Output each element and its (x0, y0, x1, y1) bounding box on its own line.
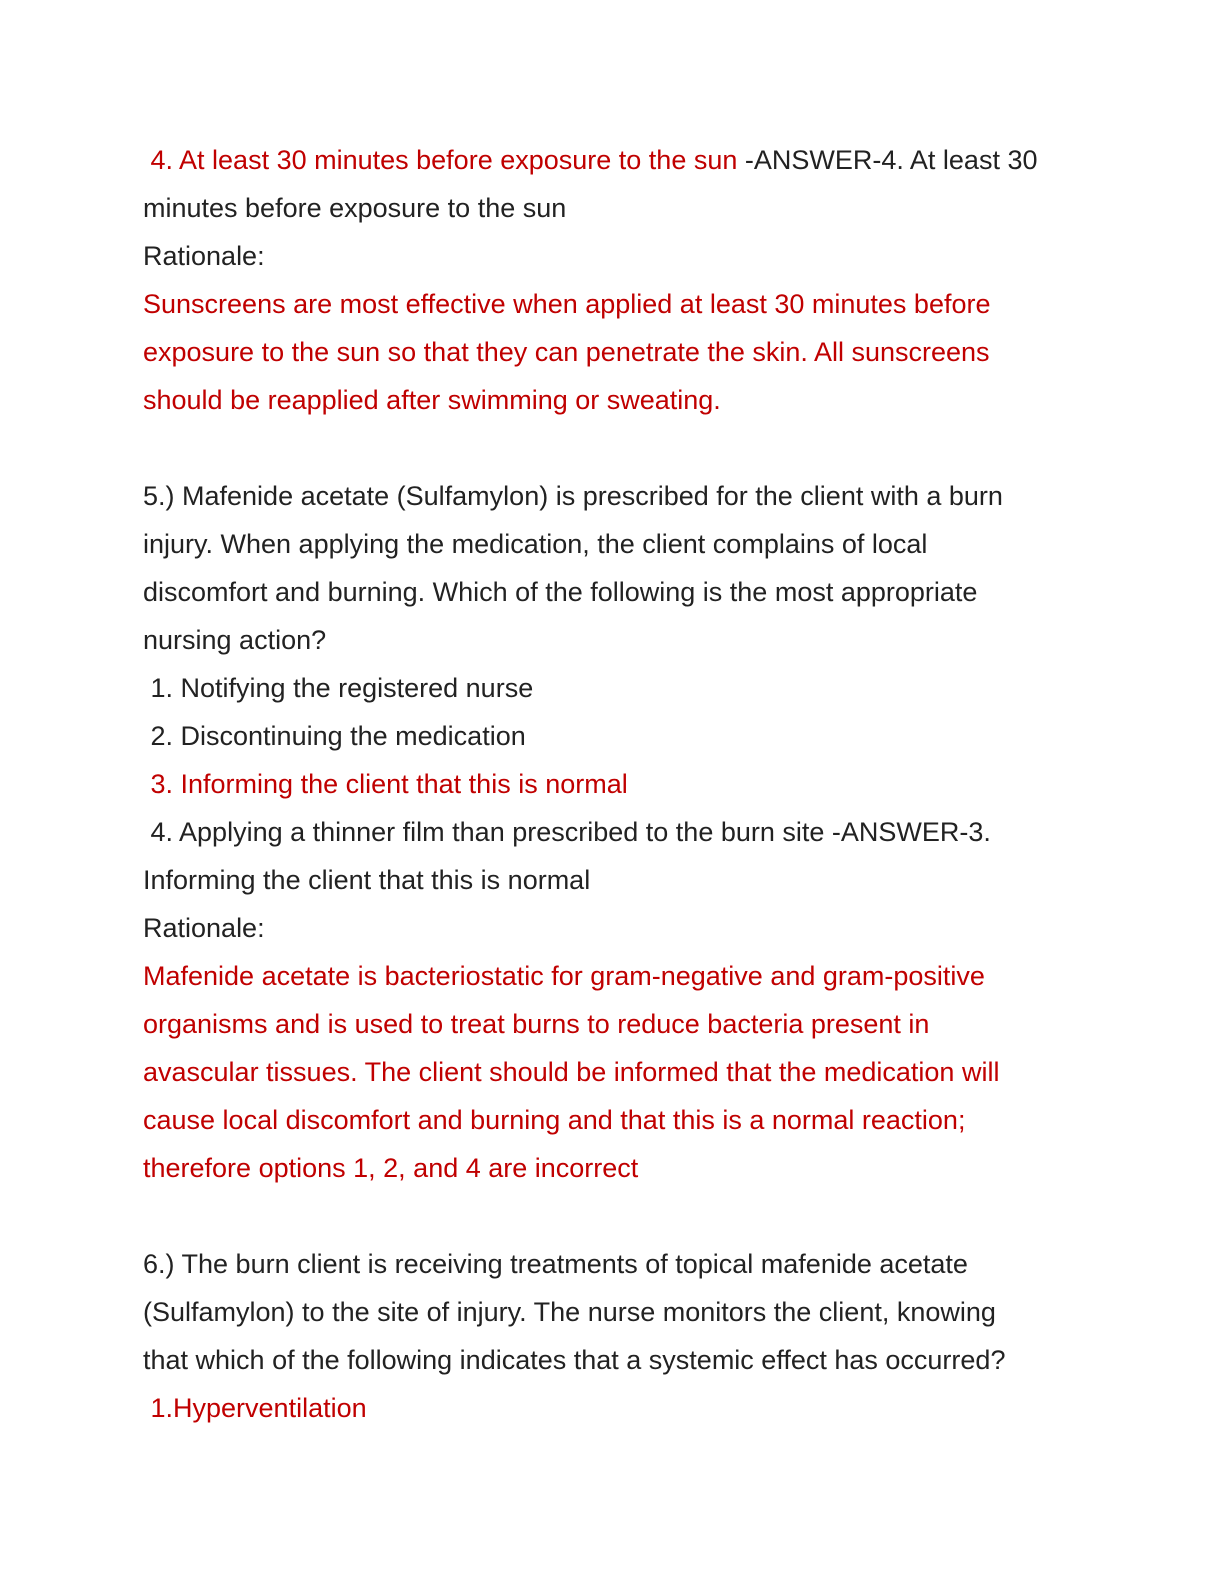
q5-rationale-text: avascular tissues. The client should be informed that the medication will (143, 1057, 1000, 1087)
q5-rationale-label: Rationale: (143, 913, 265, 943)
q4-answer-continuation: minutes before exposure to the sun (143, 193, 567, 223)
q6-question-text: that which of the following indicates that a systemic effect has occurred? (143, 1345, 1006, 1375)
q5-option-4-answer: 4. Applying a thinner film than prescribed to the burn site -ANSWER-3. (143, 817, 991, 847)
q4-rationale-label: Rationale: (143, 241, 265, 271)
q4-answer-label: -ANSWER-4. At least 30 (737, 145, 1038, 175)
q5-option-1: 1. Notifying the registered nurse (143, 673, 534, 703)
paragraph-gap (143, 1192, 1103, 1240)
paragraph-gap (143, 424, 1103, 472)
q5-rationale-text: therefore options 1, 2, and 4 are incorrect (143, 1153, 639, 1183)
q6-option-1: 1.Hyperventilation (143, 1393, 367, 1423)
q5-option-3-correct: 3. Informing the client that this is normal (143, 769, 628, 799)
q6-question-text: 6.) The burn client is receiving treatments of topical mafenide acetate (143, 1249, 968, 1279)
q4-option-answer-line (143, 136, 1103, 184)
q5-rationale-text: Mafenide acetate is bacteriostatic for gram-negative and gram-positive (143, 961, 985, 991)
q4-rationale-text: exposure to the sun so that they can penetrate the skin. All sunscreens (143, 337, 990, 367)
q4-rationale-text: Sunscreens are most effective when applied at least 30 minutes before (143, 289, 991, 319)
q5-question-text: nursing action? (143, 625, 327, 655)
q4-rationale-text: should be reapplied after swimming or sweating. (143, 385, 721, 415)
q5-question-text: discomfort and burning. Which of the following is the most appropriate (143, 577, 978, 607)
q5-question-text: 5.) Mafenide acetate (Sulfamylon) is prescribed for the client with a burn (143, 481, 1003, 511)
q5-rationale-text: cause local discomfort and burning and that this is a normal reaction; (143, 1105, 966, 1135)
q4-correct-option: 4. At least 30 minutes before exposure to the sun (143, 145, 738, 175)
q5-rationale-text: organisms and is used to treat burns to reduce bacteria present in (143, 1009, 930, 1039)
q5-question-text: injury. When applying the medication, the client complains of local (143, 529, 928, 559)
q6-question-text: (Sulfamylon) to the site of injury. The nurse monitors the client, knowing (143, 1297, 996, 1327)
document-body (143, 136, 1103, 1432)
q5-option-2: 2. Discontinuing the medication (143, 721, 526, 751)
q5-answer-continuation: Informing the client that this is normal (143, 865, 591, 895)
